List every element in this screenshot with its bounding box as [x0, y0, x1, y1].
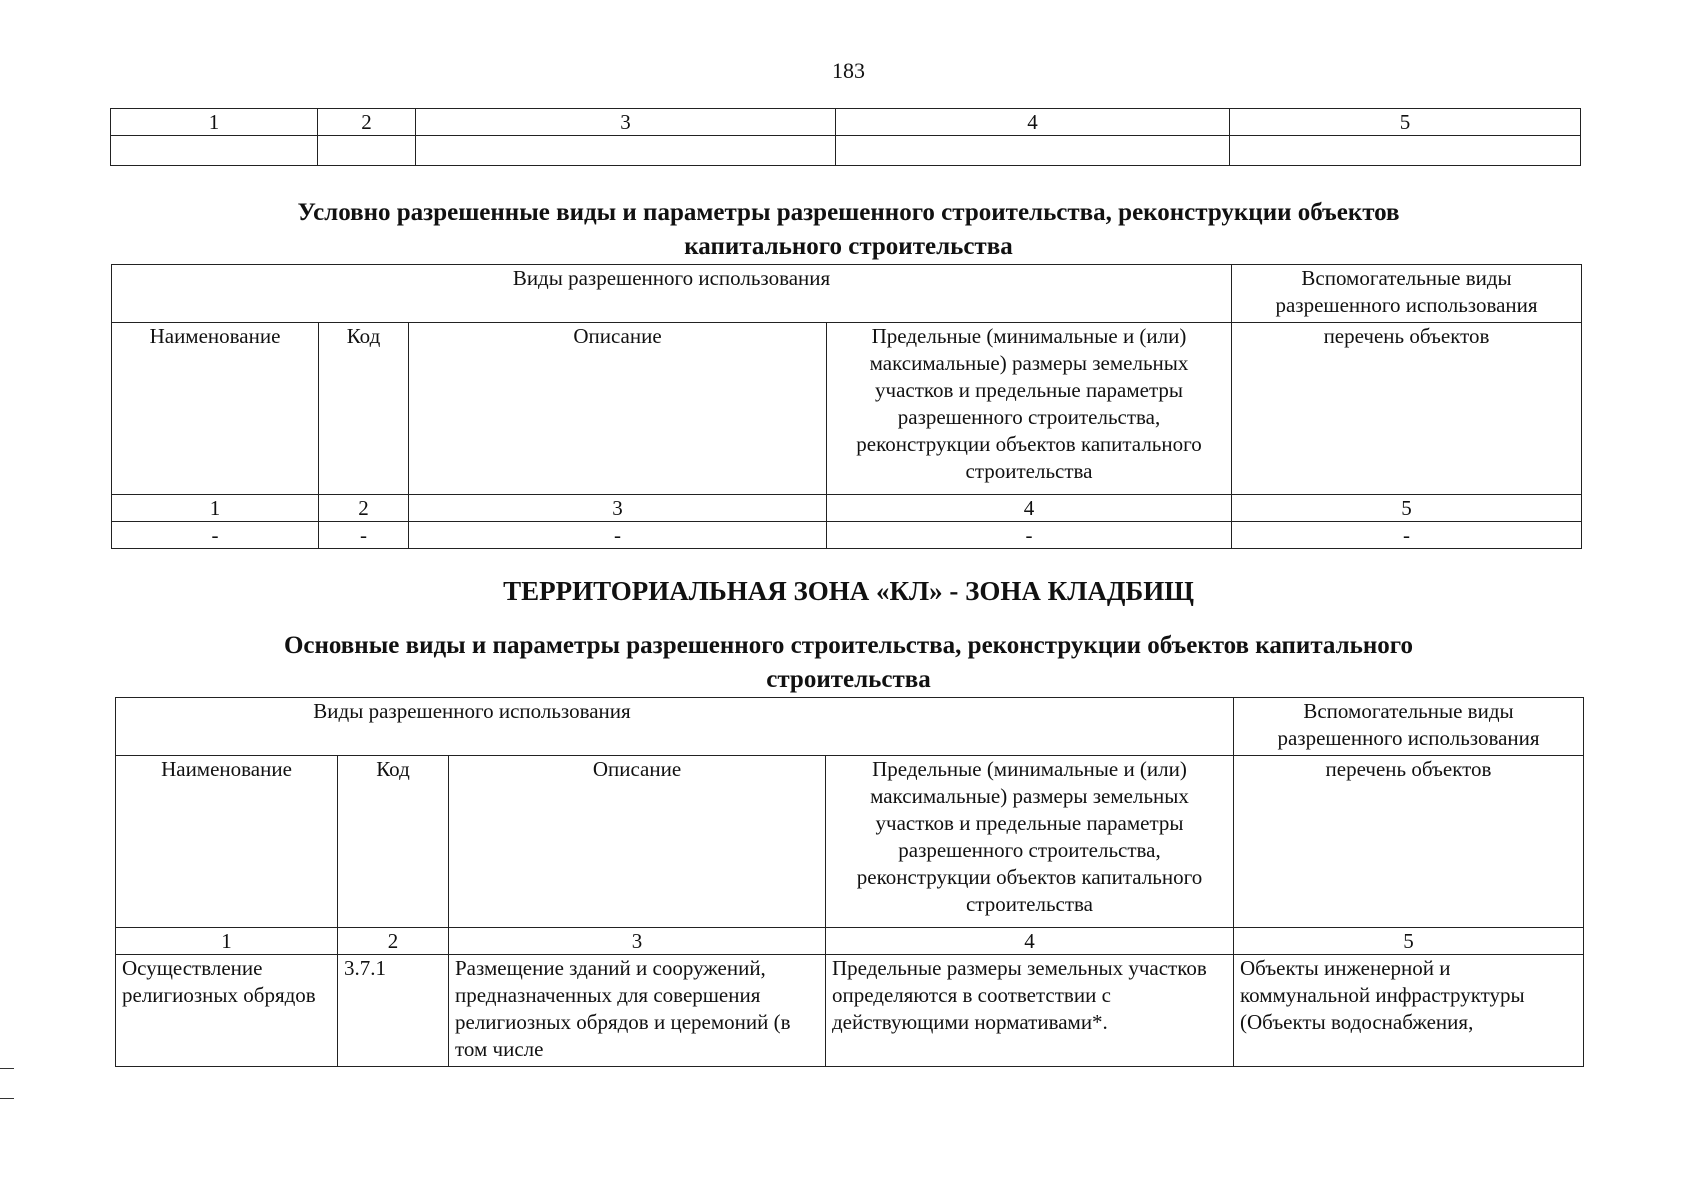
group-header-main: Виды разрешенного использования [112, 265, 1232, 323]
conditional-heading-line1: Условно разрешенные виды и параметры разрешенного строительства, реконструкции объектов [297, 199, 1400, 226]
header-code: Код [319, 323, 409, 495]
col-number-3: 3 [409, 495, 827, 522]
row-objects: Объекты инженерной и коммунальной инфраструктуры (Объекты водоснабжения, [1234, 955, 1584, 1067]
empty-dash-cell: - [409, 522, 827, 549]
row-name: Осуществление религиозных обрядов [116, 955, 338, 1067]
zone-title: ТЕРРИТОРИАЛЬНАЯ ЗОНА «КЛ» - ЗОНА КЛАДБИЩ [503, 576, 1194, 606]
header-description: Описание [449, 756, 826, 928]
group-header-main-label: Виды разрешенного использования [313, 699, 631, 723]
conditional-heading-line2: капитального строительства [684, 233, 1013, 260]
header-code: Код [338, 756, 449, 928]
empty-cell [111, 136, 318, 166]
col-number-5: 5 [1230, 109, 1581, 136]
group-header-main [116, 698, 1234, 756]
col-number-3: 3 [449, 928, 826, 955]
conditional-heading [0, 196, 1697, 264]
header-description: Описание [409, 323, 827, 495]
col-number-2: 2 [318, 109, 416, 136]
continuation-table [110, 108, 1581, 166]
col-number-5: 5 [1232, 495, 1582, 522]
col-number-5: 5 [1234, 928, 1584, 955]
col-number-3: 3 [416, 109, 836, 136]
main-table [115, 697, 1584, 1067]
col-number-4: 4 [836, 109, 1230, 136]
header-object-list: перечень объектов [1234, 756, 1584, 928]
row-limits: Предельные размеры земельных участков определяются в соответствии с действующими нормативами*. [826, 955, 1234, 1067]
empty-dash-cell: - [827, 522, 1232, 549]
conditional-table [111, 264, 1582, 549]
header-object-list: перечень объектов [1232, 323, 1582, 495]
empty-dash-cell: - [1232, 522, 1582, 549]
col-number-1: 1 [112, 495, 319, 522]
empty-dash-cell: - [319, 522, 409, 549]
col-number-1: 1 [111, 109, 318, 136]
empty-dash-cell: - [112, 522, 319, 549]
col-number-1: 1 [116, 928, 338, 955]
row-code: 3.7.1 [338, 955, 449, 1067]
scan-mark [0, 1068, 14, 1069]
header-limits: Предельные (минимальные и (или) максимальные) размеры земельных участков и предельные параметры разрешенного строительства, реконструкции объектов капитального строительства [827, 323, 1232, 495]
empty-cell [836, 136, 1230, 166]
group-header-aux: Вспомогательные виды разрешенного использования [1234, 698, 1584, 756]
header-name: Наименование [116, 756, 338, 928]
col-number-2: 2 [319, 495, 409, 522]
header-limits: Предельные (минимальные и (или) максимальные) размеры земельных участков и предельные параметры разрешенного строительства, реконструкции объектов капитального строительства [826, 756, 1234, 928]
col-number-4: 4 [827, 495, 1232, 522]
table-row [116, 955, 1584, 1067]
col-number-4: 4 [826, 928, 1234, 955]
page-number: 183 [832, 58, 865, 83]
empty-cell [318, 136, 416, 166]
main-heading [0, 629, 1697, 697]
scan-mark [0, 1098, 14, 1099]
row-description: Размещение зданий и сооружений, предназначенных для совершения религиозных обрядов и церемоний (в том числе [449, 955, 826, 1067]
group-header-aux: Вспомогательные виды разрешенного использования [1232, 265, 1582, 323]
main-heading-line2: строительства [766, 666, 931, 693]
empty-cell [1230, 136, 1581, 166]
col-number-2: 2 [338, 928, 449, 955]
header-name: Наименование [112, 323, 319, 495]
main-heading-line1: Основные виды и параметры разрешенного строительства, реконструкции объектов капитального [283, 632, 1414, 659]
empty-cell [416, 136, 836, 166]
